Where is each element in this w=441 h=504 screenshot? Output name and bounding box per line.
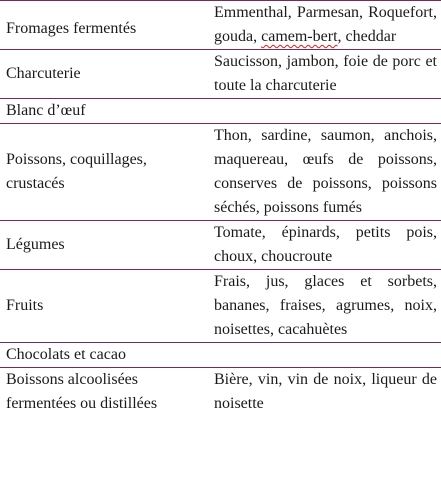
- food-category-cell: Légumes: [6, 236, 65, 253]
- food-category-cell: Charcuterie: [6, 65, 81, 82]
- food-items-cell: [207, 368, 441, 417]
- table-row: [0, 343, 441, 368]
- food-category-cell: Chocolats et cacao: [6, 346, 126, 363]
- food-category-cell: Boissons alcoolisées fermentées ou distillées: [6, 371, 158, 412]
- food-items-text: , cheddar: [337, 28, 397, 45]
- spellcheck-flagged-word: camem-bert: [261, 28, 338, 45]
- food-items-text: Tomate, épinards, petits pois, choux, choucroute: [214, 224, 437, 265]
- food-items-cell: [207, 221, 441, 270]
- food-items-text: Frais, jus, glaces et sorbets, bananes, fraises, agrumes, noix, noisettes, cacahuètes: [214, 273, 437, 338]
- table-row: [0, 99, 441, 124]
- food-category-cell: Fruits: [6, 297, 44, 314]
- food-items-text: Saucisson, jambon, foie de porc et toute la charcuterie: [214, 53, 437, 94]
- food-items-text: Bière, vin, vin de noix, liqueur de noisette: [214, 371, 437, 412]
- table-row: [0, 50, 441, 99]
- food-table-body: [0, 1, 441, 417]
- table-row: [0, 1, 441, 50]
- food-items-cell: [207, 343, 441, 368]
- table-row: [0, 270, 441, 343]
- food-category-cell: Blanc d’œuf: [6, 102, 86, 119]
- food-items-text: Emmenthal, Parmesan, Roquefort, gouda,: [214, 4, 437, 45]
- food-items-cell: [207, 1, 441, 50]
- table-row: [0, 368, 441, 417]
- food-items-cell: [207, 270, 441, 343]
- table-row: [0, 124, 441, 221]
- table-row: [0, 221, 441, 270]
- food-items-cell: [207, 50, 441, 99]
- food-items-cell: [207, 99, 441, 124]
- food-category-cell: Fromages fermentés: [6, 19, 137, 37]
- food-category-cell: Poissons, coquillages, crustacés: [6, 151, 147, 192]
- food-items-cell: [207, 124, 441, 221]
- food-items-text: Thon, sardine, saumon, anchois, maquereau, œufs de poissons, conserves de poissons, poissons séchés, poissons fumés: [214, 127, 437, 216]
